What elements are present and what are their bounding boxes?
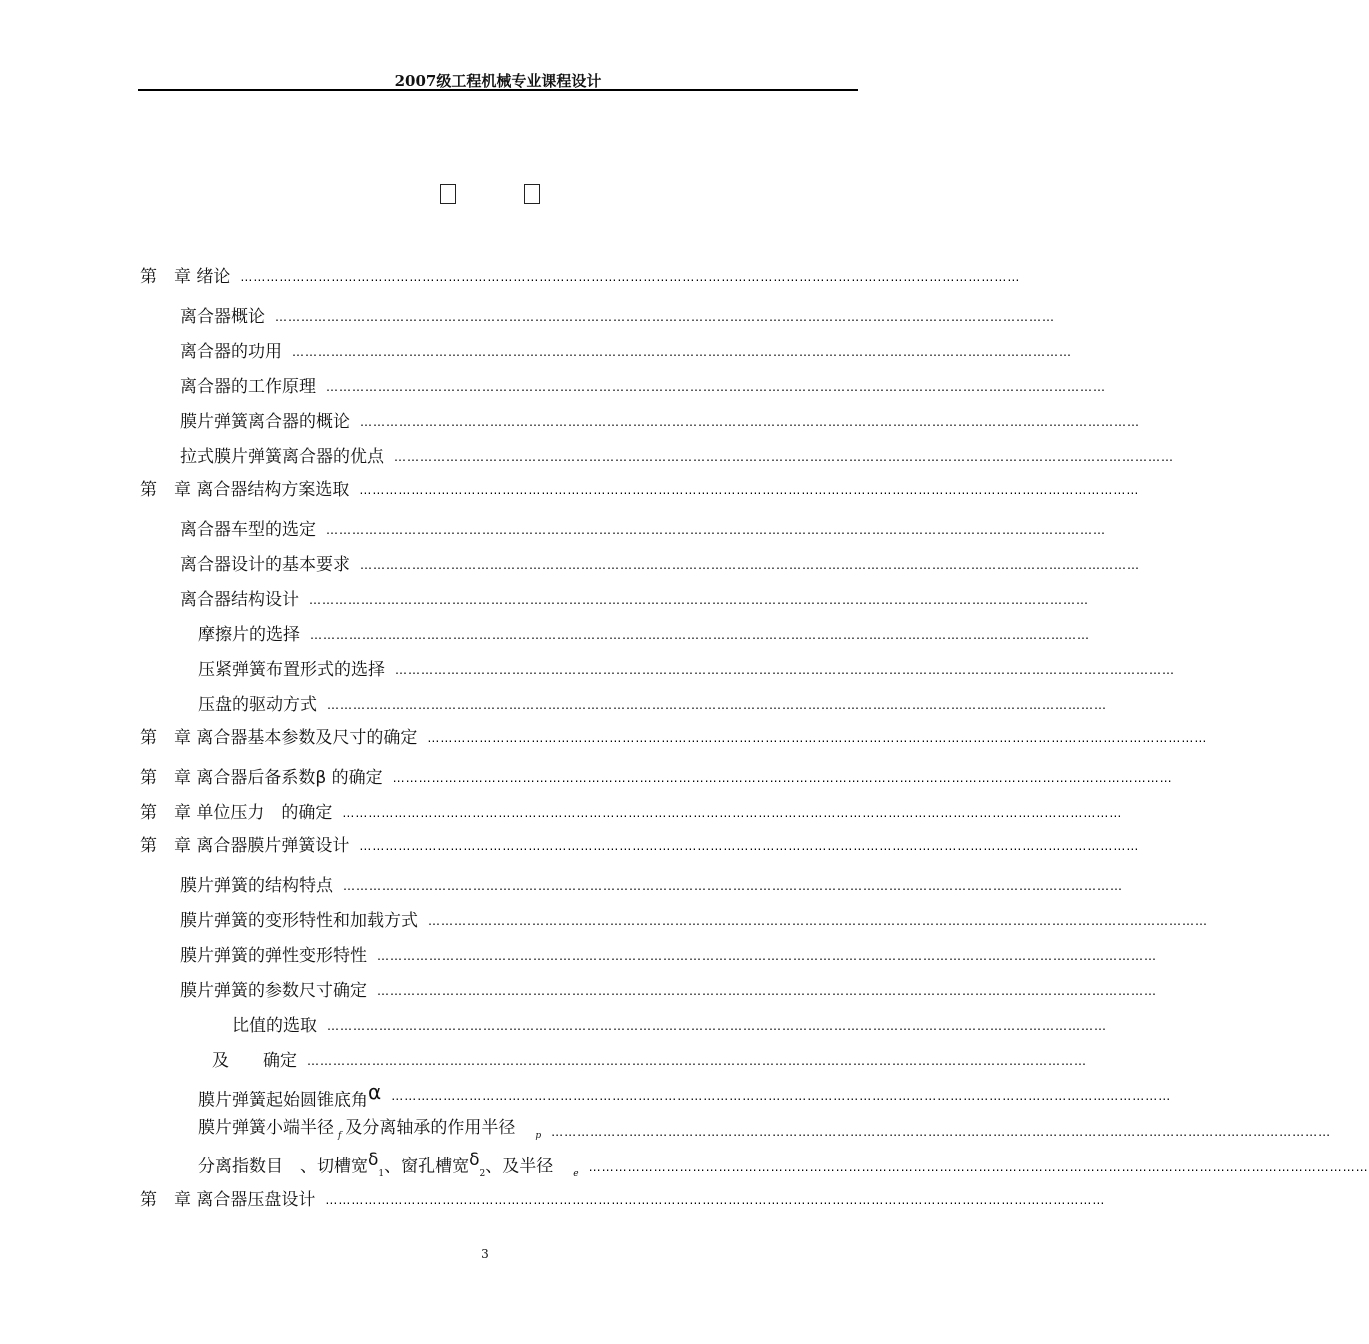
toc-entry-label: 离合器概论: [180, 307, 265, 327]
toc-entry-label: 第 章 离合器结构方案选取: [140, 480, 350, 500]
toc-entry[interactable]: [180, 376, 1106, 398]
toc-entry[interactable]: [140, 479, 1140, 501]
toc-entry[interactable]: [180, 589, 1089, 611]
toc-title-char-2: [524, 184, 540, 204]
greek-symbol: δ: [368, 1149, 379, 1170]
toc-entry-label: 第 章 单位压力 的确定: [140, 803, 333, 823]
subscript: p: [535, 1130, 542, 1141]
leader-dots: ………………………………………………………………………………………………………………………………………………………………: [275, 310, 1055, 324]
toc-entry-label: 膜片弹簧的变形特性和加载方式: [180, 911, 418, 931]
leader-dots: ………………………………………………………………………………………………………………………………………………………………: [588, 1160, 1369, 1174]
leader-dots: ………………………………………………………………………………………………………………………………………………………………: [359, 839, 1140, 853]
leader-dots: ………………………………………………………………………………………………………………………………………………………………: [391, 1089, 1172, 1103]
toc-entry-label: 膜片弹簧的结构特点: [180, 876, 333, 896]
toc-entry[interactable]: [198, 1079, 1172, 1111]
toc-entry[interactable]: [140, 266, 1021, 288]
leader-dots: ………………………………………………………………………………………………………………………………………………………………: [342, 806, 1123, 820]
toc-entry-label: 拉式膜片弹簧离合器的优点: [180, 447, 384, 467]
subscript: 2: [479, 1169, 486, 1180]
leader-dots: ………………………………………………………………………………………………………………………………………………………………: [307, 1054, 1087, 1068]
header-title: 2007级工程机械专业课程设计: [394, 72, 602, 90]
toc-entry-label: 膜片弹簧的弹性变形特性: [180, 946, 367, 966]
toc-entry-label: 第 章 离合器后备系数β 的确定: [140, 768, 383, 788]
toc-entry[interactable]: [180, 910, 1208, 932]
leader-dots: ………………………………………………………………………………………………………………………………………………………………: [427, 731, 1208, 745]
leader-dots: ………………………………………………………………………………………………………………………………………………………………: [240, 270, 1021, 284]
toc-entry[interactable]: [232, 1015, 1107, 1037]
leader-dots: ………………………………………………………………………………………………………………………………………………………………: [392, 771, 1173, 785]
toc-entry[interactable]: [180, 446, 1174, 468]
toc-entry[interactable]: [140, 835, 1140, 857]
page-number: 3: [481, 1247, 489, 1261]
header-rule: [138, 89, 858, 91]
toc-entry[interactable]: [140, 727, 1208, 749]
toc-entry[interactable]: [140, 802, 1123, 824]
toc-entry-label: 第 章 离合器压盘设计: [140, 1190, 316, 1210]
leader-dots: ………………………………………………………………………………………………………………………………………………………………: [309, 593, 1089, 607]
toc-entry[interactable]: [140, 767, 1173, 789]
leader-dots: ………………………………………………………………………………………………………………………………………………………………: [327, 1019, 1107, 1033]
leader-dots: ………………………………………………………………………………………………………………………………………………………………: [360, 415, 1140, 429]
toc-entry-label: 分离指数目 、切槽宽$\delta_1$、窗孔槽宽$\delta_2$、及半径 $_e$: [198, 1149, 579, 1180]
subscript: f: [338, 1130, 342, 1141]
leader-dots: ………………………………………………………………………………………………………………………………………………………………: [377, 949, 1157, 963]
leader-dots: ………………………………………………………………………………………………………………………………………………………………: [551, 1125, 1332, 1139]
leader-dots: ………………………………………………………………………………………………………………………………………………………………: [428, 914, 1208, 928]
subscript: 1: [378, 1169, 385, 1180]
toc-entry[interactable]: [198, 694, 1107, 716]
toc-entry[interactable]: [198, 1118, 1332, 1143]
toc-entry[interactable]: [180, 519, 1106, 541]
toc-entry-label: 膜片弹簧起始圆锥底角α: [198, 1079, 382, 1111]
greek-symbol: β: [315, 768, 327, 788]
leader-dots: ………………………………………………………………………………………………………………………………………………………………: [343, 879, 1123, 893]
toc-entry[interactable]: [180, 554, 1140, 576]
leader-dots: ………………………………………………………………………………………………………………………………………………………………: [377, 984, 1157, 998]
toc-entry-label: 离合器的功用: [180, 342, 282, 362]
toc-entry-label: 压紧弹簧布置形式的选择: [198, 660, 385, 680]
toc-entry-label: 及 确定: [212, 1051, 297, 1071]
greek-symbol: α: [368, 1079, 382, 1104]
toc-entry[interactable]: [140, 1189, 1106, 1211]
leader-dots: ………………………………………………………………………………………………………………………………………………………………: [327, 698, 1107, 712]
leader-dots: ………………………………………………………………………………………………………………………………………………………………: [325, 1193, 1106, 1207]
leader-dots: ………………………………………………………………………………………………………………………………………………………………: [326, 523, 1106, 537]
leader-dots: ………………………………………………………………………………………………………………………………………………………………: [395, 663, 1175, 677]
toc-entry[interactable]: [180, 980, 1157, 1002]
toc-entry-label: 第 章 离合器基本参数及尺寸的确定: [140, 728, 418, 748]
toc-entry[interactable]: [180, 341, 1072, 363]
toc-entry-label: 膜片弹簧小端半径 $_f$ 及分离轴承的作用半径 $_p$: [198, 1118, 542, 1141]
leader-dots: ………………………………………………………………………………………………………………………………………………………………: [359, 483, 1140, 497]
toc-entry[interactable]: [198, 1149, 1369, 1180]
toc-entry-label: 膜片弹簧的参数尺寸确定: [180, 981, 367, 1001]
toc-title: [440, 184, 540, 204]
toc-entry[interactable]: [180, 945, 1157, 967]
leader-dots: ………………………………………………………………………………………………………………………………………………………………: [360, 558, 1140, 572]
leader-dots: ………………………………………………………………………………………………………………………………………………………………: [292, 345, 1072, 359]
toc-entry-label: 膜片弹簧离合器的概论: [180, 412, 350, 432]
leader-dots: ………………………………………………………………………………………………………………………………………………………………: [326, 380, 1106, 394]
toc-entry-label: 比值的选取: [232, 1016, 317, 1036]
toc-entry[interactable]: [180, 306, 1055, 328]
toc-entry[interactable]: [198, 659, 1175, 681]
subscript: e: [573, 1169, 579, 1180]
toc-entry-label: 摩擦片的选择: [198, 625, 300, 645]
toc-entry-label: 离合器的工作原理: [180, 377, 316, 397]
toc-entry[interactable]: [198, 624, 1090, 646]
leader-dots: ………………………………………………………………………………………………………………………………………………………………: [310, 628, 1090, 642]
toc-entry-label: 离合器车型的选定: [180, 520, 316, 540]
toc-title-char-1: [440, 184, 456, 204]
toc-entry-label: 第 章 绪论: [140, 267, 231, 287]
toc-entry-label: 压盘的驱动方式: [198, 695, 317, 715]
toc-entry[interactable]: [212, 1050, 1087, 1072]
greek-symbol: δ: [469, 1149, 480, 1170]
toc-entry[interactable]: [180, 411, 1140, 433]
toc-entry[interactable]: [180, 875, 1123, 897]
toc-entry-label: 离合器设计的基本要求: [180, 555, 350, 575]
leader-dots: ………………………………………………………………………………………………………………………………………………………………: [394, 450, 1174, 464]
toc-entry-label: 离合器结构设计: [180, 590, 299, 610]
toc-entry-label: 第 章 离合器膜片弹簧设计: [140, 836, 350, 856]
